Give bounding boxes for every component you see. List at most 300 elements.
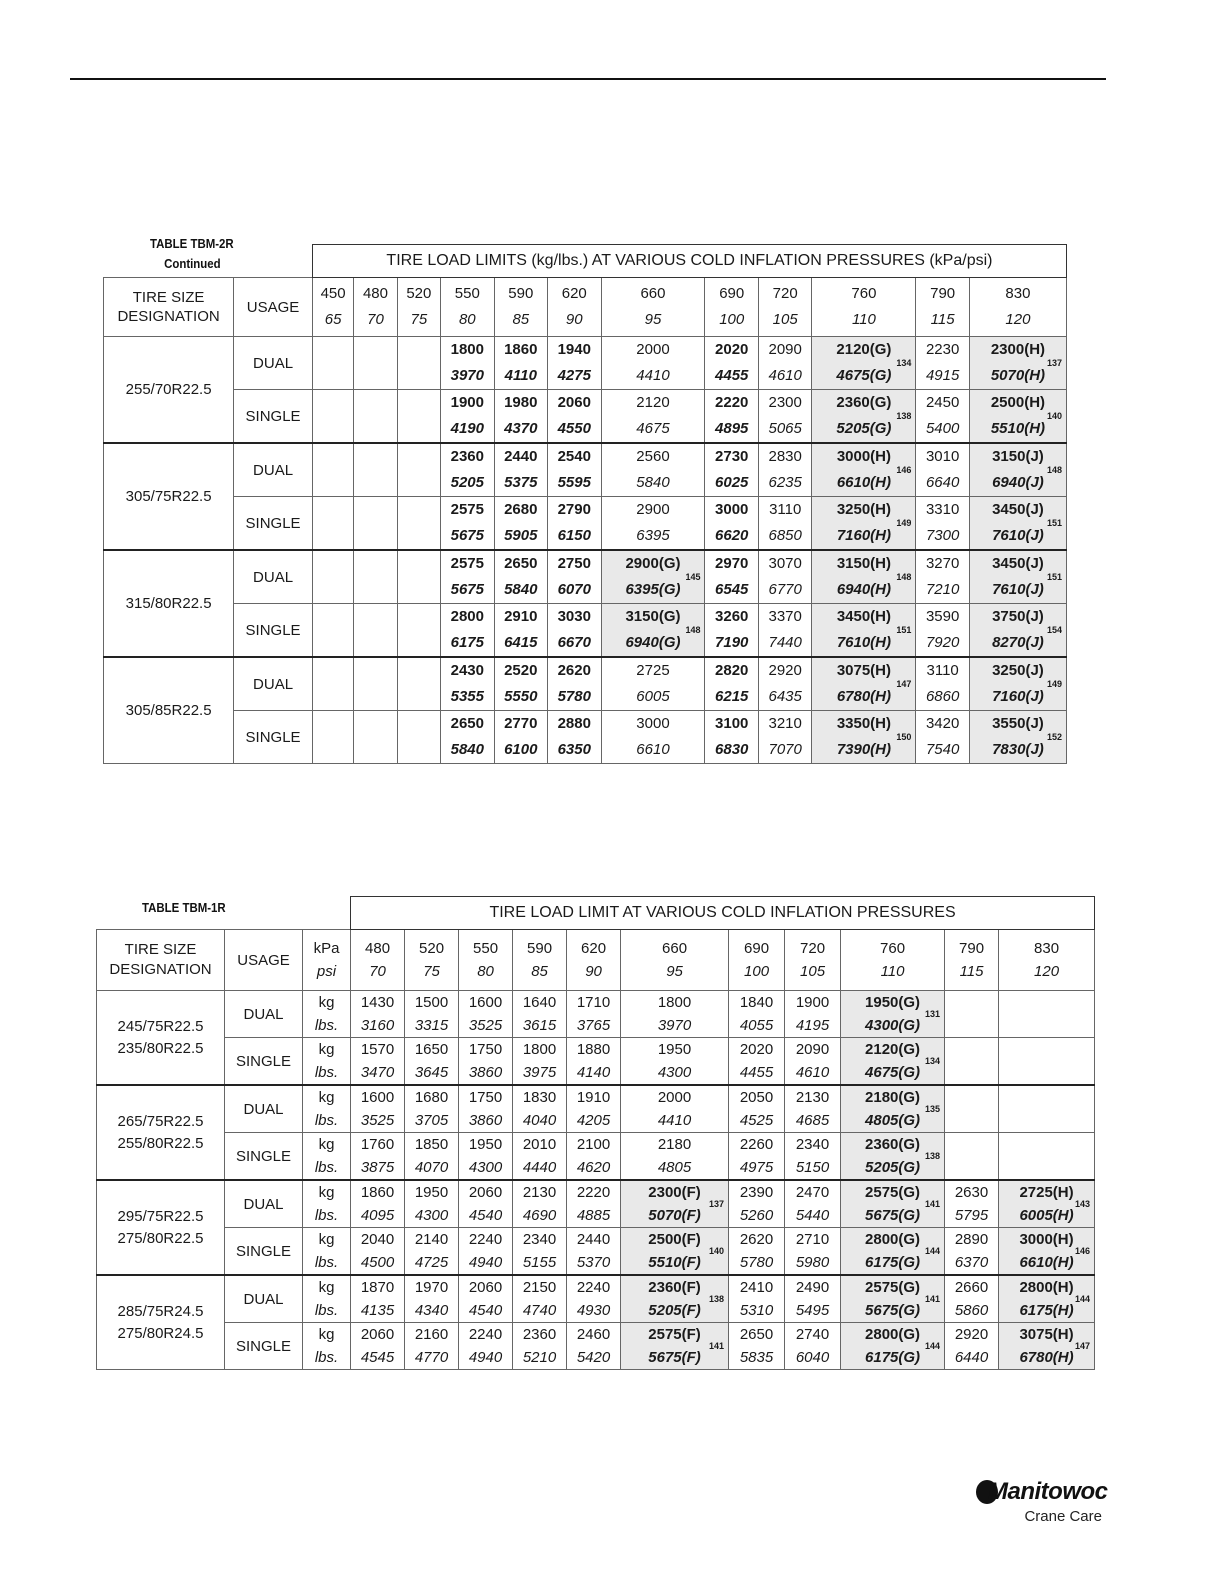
pressure-header [354,278,397,337]
load-index: 137 [1046,358,1062,368]
load-lbs: 4340 [414,1302,449,1319]
tire-size-2: 255/80R22.5 [117,1134,204,1152]
load-cell [841,1085,945,1133]
load-cell [916,443,969,497]
load-cell [841,991,945,1038]
load-kg: 3370 [768,608,802,625]
table-row [104,604,1067,658]
usage-cell: SINGLE [225,1038,303,1086]
load-cell [548,657,601,711]
load-kg: 2540 [557,448,591,465]
load-cell [397,604,440,658]
load-index: 143 [1075,1199,1091,1209]
unit-lbs: lbs. [314,1302,339,1319]
load-lbs: 6780(H) [1019,1349,1074,1366]
load-kg: 2830 [768,448,802,465]
load-lbs: 5440 [795,1207,830,1224]
load-lbs: 6415 [504,634,538,651]
load-index: 138 [925,1151,941,1161]
load-lbs: 4895 [715,420,749,437]
load-lbs: 6025 [715,474,749,491]
load-kg: 2710 [795,1231,830,1248]
pressure-psi: 80 [458,311,476,328]
load-cell [841,1228,945,1276]
load-kg: 2240 [576,1279,611,1296]
load-lbs: 4370 [504,420,538,437]
load-kg: 3000 [636,715,670,732]
load-cell [513,1085,567,1133]
load-cell [494,604,547,658]
load-cell [354,604,397,658]
pressure-kpa: 620 [581,940,607,957]
load-cell [945,1275,999,1323]
usage-cell: SINGLE [234,604,313,658]
load-lbs: 4940 [468,1349,503,1366]
unit-lbs: lbs. [314,1159,339,1176]
load-lbs: 4300(G) [865,1017,921,1034]
load-cell [812,497,916,551]
load-lbs: 7160(J) [992,688,1044,705]
load-cell [999,1133,1095,1181]
load-kg: 2340 [522,1231,557,1248]
load-lbs: 6175(G) [865,1254,921,1271]
load-cell [494,497,547,551]
load-index: 150 [896,732,912,742]
load-cell [441,390,494,444]
load-lbs: 5840 [636,474,670,491]
load-cell [945,1133,999,1181]
load-kg: 2050 [739,1089,774,1106]
load-lbs: 3525 [360,1112,395,1129]
load-index: 144 [925,1341,941,1351]
load-cell [567,1133,621,1181]
load-index: 144 [925,1246,941,1256]
usage-cell: DUAL [234,550,313,604]
load-index: 134 [896,358,912,368]
pressure-psi: 100 [719,311,745,328]
load-cell [494,337,547,390]
load-kg: 2100 [576,1136,611,1153]
pressure-psi: 70 [369,963,386,980]
load-lbs: 6940(H) [836,581,892,598]
load-lbs: 5205(G) [836,420,892,437]
unit-lbs: lbs. [314,1112,339,1129]
load-cell [441,550,494,604]
load-lbs: 5550 [504,688,538,705]
pressure-header [567,930,621,991]
pressure-psi: 110 [851,311,876,328]
load-cell [441,711,494,764]
load-kg: 2910 [504,608,538,625]
usage-cell: SINGLE [234,711,313,764]
load-lbs: 5840 [504,581,538,598]
load-kg: 2010 [522,1136,557,1153]
load-kg: 1600 [360,1089,395,1106]
load-kg: 1970 [414,1279,449,1296]
load-cell [351,1038,405,1086]
load-cell [812,604,916,658]
load-kg: 2520 [504,662,538,679]
pressure-header [351,930,405,991]
unit-lbs: lbs. [314,1254,339,1271]
load-index: 140 [1046,411,1062,421]
load-cell [567,1228,621,1276]
pressure-header [441,278,494,337]
load-index: 134 [925,1056,941,1066]
caption-sub: Continued [164,256,221,271]
load-cell [945,1180,999,1228]
load-kg: 3110 [926,662,959,679]
pressure-kpa: 690 [744,940,770,957]
load-lbs: 5510(F) [648,1254,701,1271]
load-cell [513,1180,567,1228]
load-cell [459,991,513,1038]
load-lbs: 5595 [557,474,591,491]
pressure-kpa: 720 [800,940,826,957]
load-cell [351,1085,405,1133]
load-kg: 1750 [468,1041,503,1058]
load-cell [513,991,567,1038]
load-lbs: 5840 [450,741,484,758]
load-cell [758,657,811,711]
logo-brand: Manitowoc [976,1478,994,1506]
load-cell [441,337,494,390]
load-kg: 3150(H) [836,555,892,572]
usage-cell: SINGLE [234,497,313,551]
load-lbs: 7920 [925,634,960,651]
load-index: 148 [685,625,701,635]
load-lbs: 6395(G) [625,581,681,598]
load-lbs: 6610(H) [836,474,892,491]
load-cell [354,337,397,390]
load-kg: 1910 [576,1089,611,1106]
pressure-psi: 95 [644,311,662,328]
load-lbs: 7190 [715,634,749,651]
load-lbs: 5980 [795,1254,830,1271]
load-kg: 2620 [557,662,591,679]
load-cell [705,550,758,604]
tire-size-2: 275/80R22.5 [117,1229,204,1247]
load-cell [785,1180,841,1228]
load-lbs: 5780 [557,688,591,705]
load-kg: 2920 [768,662,802,679]
load-cell [705,497,758,551]
load-cell [812,711,916,764]
load-lbs: 6770 [768,581,802,598]
load-kg: 2750 [557,555,591,572]
pressure-kpa: 480 [362,285,388,302]
blank-corner [97,897,351,930]
pressure-psi: 105 [772,311,798,328]
load-cell [969,443,1066,497]
load-kg: 2430 [450,662,484,679]
load-cell [945,1323,999,1370]
load-cell [621,991,729,1038]
pressure-psi: 95 [666,963,683,980]
load-kg: 1650 [414,1041,449,1058]
load-cell [916,390,969,444]
pressure-psi: 80 [477,963,494,980]
pressure-psi: 100 [744,963,770,980]
pressure-header [729,930,785,991]
table-row [104,711,1067,764]
load-cell [601,657,705,711]
load-cell [548,337,601,390]
table-tbm2r [103,244,1067,764]
load-lbs: 4410 [636,367,670,384]
load-kg: 2575(F) [648,1326,701,1343]
load-cell [354,711,397,764]
load-cell [758,390,811,444]
load-kg: 3750(J) [992,608,1044,625]
pressure-kpa: 830 [1005,285,1031,302]
load-lbs: 4455 [715,367,749,384]
table-row [104,550,1067,604]
load-cell [785,1133,841,1181]
tire-size-cell: 305/75R22.5 [104,443,234,550]
table-title: TIRE LOAD LIMIT AT VARIOUS COLD INFLATION PRESSURES [351,897,1095,930]
table-row [97,1323,1095,1370]
load-lbs: 4055 [739,1017,774,1034]
load-lbs: 7210 [925,581,960,598]
load-lbs: 4885 [576,1207,611,1224]
pressure-kpa: 720 [772,285,798,302]
table-row [97,991,1095,1038]
load-kg: 1880 [576,1041,611,1058]
load-cell [459,1133,513,1181]
load-cell [601,550,705,604]
unit-lbs: lbs. [314,1017,339,1034]
pressure-kpa: 480 [365,940,391,957]
load-cell [513,1228,567,1276]
load-lbs: 6780(H) [836,688,892,705]
load-cell [729,1275,785,1323]
unit-lbs: lbs. [314,1064,339,1081]
usage-cell: DUAL [225,1085,303,1133]
load-lbs: 4685 [795,1112,830,1129]
load-index: 137 [709,1199,725,1209]
load-cell [354,657,397,711]
load-kg: 2220 [576,1184,611,1201]
load-kg: 1600 [468,994,503,1011]
unit-cell [303,1275,351,1323]
load-lbs: 6640 [925,474,960,491]
load-kg: 2020 [715,341,749,358]
load-cell [841,1038,945,1086]
load-cell [513,1275,567,1323]
unit-lbs: lbs. [314,1349,339,1366]
unit-kg: kg [318,1041,335,1058]
load-cell [916,337,969,390]
load-lbs: 5070(H) [990,367,1046,384]
load-cell [969,497,1066,551]
load-index: 141 [925,1294,941,1304]
load-kg: 2260 [739,1136,774,1153]
load-kg: 2880 [557,715,591,732]
load-kg: 2900 [636,501,670,518]
load-kg: 2060 [468,1184,503,1201]
tire-size-cell: 255/70R22.5 [104,337,234,444]
load-lbs: 6940(J) [992,474,1044,491]
load-lbs: 6040 [795,1349,830,1366]
load-kg: 2660 [954,1279,989,1296]
load-lbs: 3970 [657,1017,692,1034]
load-cell [513,1323,567,1370]
load-cell [785,1323,841,1370]
load-cell [548,497,601,551]
unit-kg: kg [318,1326,335,1343]
load-cell [999,1038,1095,1086]
load-cell [441,604,494,658]
load-kg: 1640 [522,994,557,1011]
load-kg: 2650 [450,715,484,732]
load-lbs: 6350 [557,741,591,758]
usage-cell: DUAL [225,1275,303,1323]
col-tire-size: TIRE SIZE DESIGNATION [97,930,225,991]
tire-size-cell [97,1180,225,1275]
unit-psi: psi [316,963,337,980]
load-cell [999,1085,1095,1133]
load-cell [397,390,440,444]
load-cell [785,1038,841,1086]
load-cell [812,390,916,444]
load-cell [441,497,494,551]
load-kg: 2120(G) [865,1041,921,1058]
load-cell [969,550,1066,604]
load-kg: 2725 [636,662,670,679]
load-cell [397,497,440,551]
load-lbs: 5675(G) [865,1302,921,1319]
load-lbs: 4455 [739,1064,774,1081]
pressure-header [312,278,353,337]
load-cell [548,711,601,764]
load-cell [548,443,601,497]
load-index: 138 [896,411,912,421]
pressure-header [601,278,705,337]
load-kg: 2630 [954,1184,989,1201]
load-lbs: 5310 [739,1302,774,1319]
load-lbs: 5860 [954,1302,989,1319]
load-lbs: 4525 [739,1112,774,1129]
load-kg: 2460 [576,1326,611,1343]
load-lbs: 4410 [657,1112,692,1129]
load-kg: 2090 [768,341,802,358]
pressure-kpa: 660 [640,285,666,302]
load-cell [621,1180,729,1228]
load-cell [494,657,547,711]
load-cell [567,1085,621,1133]
load-kg: 2730 [715,448,749,465]
load-lbs: 4300 [657,1064,692,1081]
load-cell [351,1323,405,1370]
load-kg: 2620 [739,1231,774,1248]
load-cell [567,1275,621,1323]
load-kg: 2360 [450,448,484,465]
load-lbs: 3970 [450,367,484,384]
load-lbs: 7070 [768,741,802,758]
load-index: 145 [685,572,701,582]
load-kg: 2000 [636,341,670,358]
load-cell [397,337,440,390]
load-index: 151 [896,625,912,635]
load-kg: 2575(G) [865,1279,921,1296]
load-lbs: 3160 [360,1017,395,1034]
load-cell [405,1038,459,1086]
load-kg: 2440 [576,1231,611,1248]
load-kg: 3000 [715,501,749,518]
load-lbs: 7610(H) [836,634,892,651]
load-kg: 2790 [557,501,591,518]
load-kg: 2725(H) [1019,1184,1074,1201]
load-index: 149 [1046,679,1062,689]
pressure-header [841,930,945,991]
load-kg: 3350(H) [836,715,892,732]
load-kg: 3150(G) [625,608,681,625]
load-cell [312,390,353,444]
load-cell [405,991,459,1038]
load-cell [812,550,916,604]
unit-kg: kg [318,1231,335,1248]
load-cell [621,1085,729,1133]
load-lbs: 3860 [468,1112,503,1129]
load-kg: 2090 [795,1041,830,1058]
load-kg: 2575 [450,555,484,572]
load-lbs: 6610(H) [1019,1254,1074,1271]
load-lbs: 7390(H) [836,741,892,758]
load-lbs: 4545 [360,1349,395,1366]
pressure-header [405,930,459,991]
pressure-kpa: 690 [719,285,745,302]
pressure-psi: 115 [959,963,984,980]
load-cell [729,991,785,1038]
usage-cell: DUAL [225,1180,303,1228]
load-kg: 3550(J) [992,715,1044,732]
load-cell [459,1180,513,1228]
load-kg: 2650 [739,1326,774,1343]
load-cell [916,550,969,604]
load-kg: 2130 [522,1184,557,1201]
load-cell [812,443,916,497]
unit-cell [303,1180,351,1228]
load-cell [999,1180,1095,1228]
pressure-kpa: 620 [561,285,587,302]
load-kg: 2920 [954,1326,989,1343]
pressure-psi: 65 [324,311,342,328]
pressure-psi: 115 [930,311,955,328]
pressure-psi: 75 [423,963,440,980]
load-cell [513,1038,567,1086]
pressure-psi: 105 [800,963,826,980]
load-kg: 2560 [636,448,670,465]
load-cell [758,443,811,497]
pressure-header [945,930,999,991]
usage-cell: SINGLE [225,1133,303,1181]
tire-size-cell: 305/85R22.5 [104,657,234,764]
load-cell [459,1085,513,1133]
load-lbs: 7300 [925,527,960,544]
load-lbs: 3525 [468,1017,503,1034]
load-index: 151 [1046,518,1062,528]
load-cell [916,711,969,764]
col-unit [303,930,351,991]
load-cell [705,657,758,711]
load-lbs: 6175(H) [1019,1302,1074,1319]
load-lbs: 6440 [954,1349,989,1366]
load-cell [841,1275,945,1323]
load-cell [758,711,811,764]
load-kg: 3260 [715,608,749,625]
pressure-header [548,278,601,337]
